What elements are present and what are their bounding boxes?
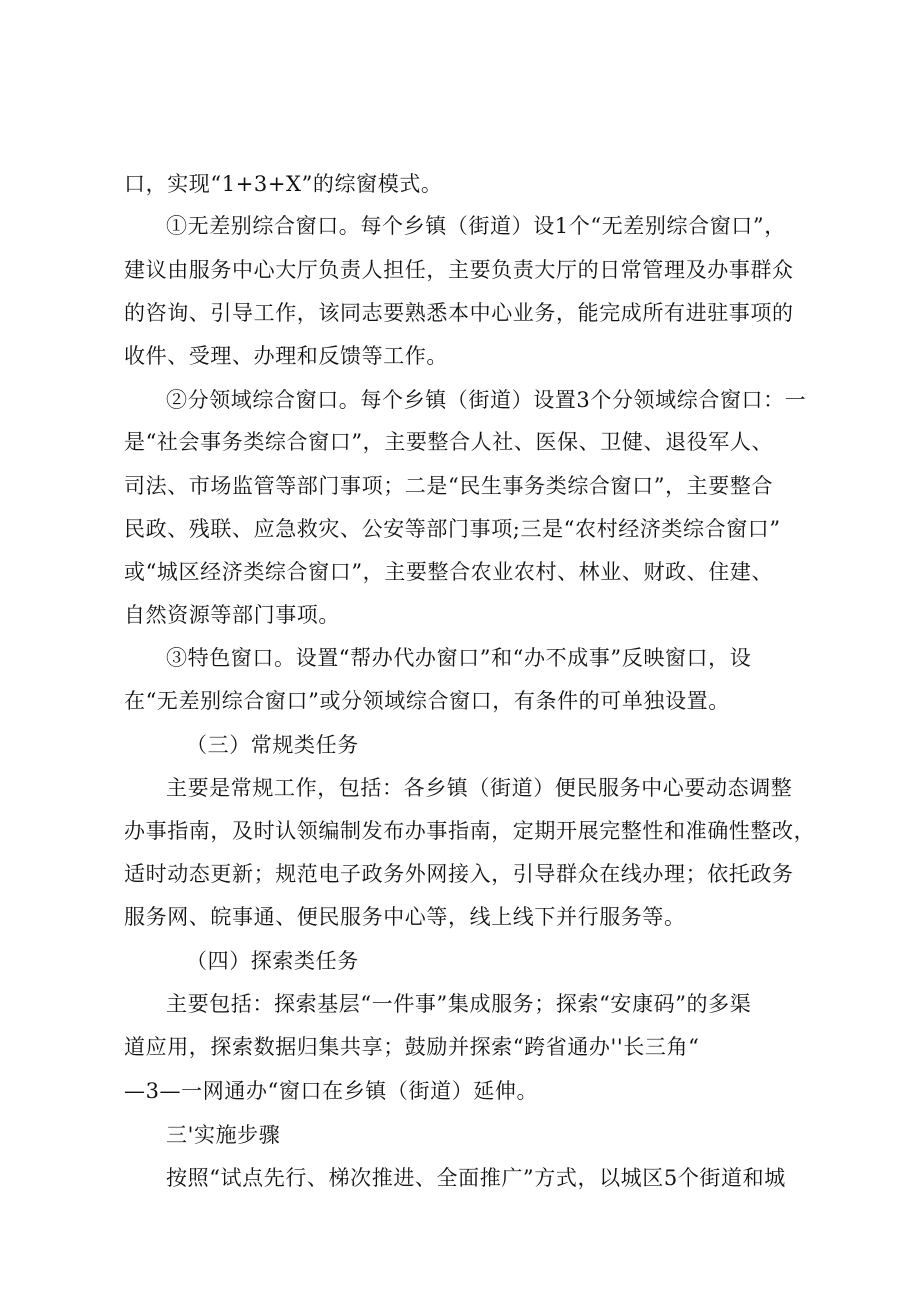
section-heading: （三）常规类任务 <box>186 733 359 757</box>
paragraph-line: 办事指南，及时认领编制发布办事指南，定期开展完整性和准确性整改， <box>124 819 816 843</box>
paragraph-line: 收件、受理、办理和反馈等工作。 <box>124 344 448 368</box>
paragraph-line: 民政、残联、应急救灾、公安等部门事项;三是“农村经济类综合窗口” <box>124 517 781 541</box>
paragraph-line: 主要是常规工作，包括：各乡镇（街道）便民服务中心要动态调整 <box>166 776 793 800</box>
paragraph-line: 服务网、皖事通、便民服务中心等，线上线下并行服务等。 <box>124 905 686 929</box>
paragraph-line: 的咨询、引导工作，该同志要熟悉本中心业务，能完成所有进驻事项的 <box>124 301 794 325</box>
section-heading: （四）探索类任务 <box>186 949 359 973</box>
paragraph-line: 在“无差别综合窗口”或分领域综合窗口，有条件的可单独设置。 <box>124 689 730 713</box>
paragraph-line: ②分领域综合窗口。每个乡镇（街道）设置3个分领域综合窗口：一 <box>166 388 807 412</box>
section-heading: 三'实施步骤 <box>166 1123 281 1147</box>
paragraph-line: 主要包括：探索基层“一件事”集成服务；探索“安康码”的多渠 <box>166 992 752 1016</box>
paragraph-line: 道应用，探索数据归集共享；鼓励并探索“跨省通办''长三角“ <box>124 1035 700 1059</box>
paragraph-line: 自然资源等部门事项。 <box>124 603 340 627</box>
paragraph-line: 是“社会事务类综合窗口”，主要整合人社、医保、卫健、退役军人、 <box>124 430 774 454</box>
paragraph-line: 建议由服务中心大厅负责人担任，主要负责大厅的日常管理及办事群众 <box>124 258 794 282</box>
paragraph-line: 司法、市场监管等部门事项；二是“民生事务类综合窗口”，主要整合 <box>124 474 774 498</box>
paragraph-line: ③特色窗口。设置“帮办代办窗口”和“办不成事”反映窗口，设 <box>166 646 752 670</box>
paragraph-line: —3—一网通办“窗口在乡镇（街道）延伸。 <box>124 1079 539 1103</box>
paragraph-line: ①无差别综合窗口。每个乡镇（街道）设1个“无差别综合窗口”， <box>166 214 786 238</box>
paragraph-line: 口，实现“1+3+X”的综窗模式。 <box>124 172 443 196</box>
paragraph-line: 或“城区经济类综合窗口”，主要整合农业农村、林业、财政、住建、 <box>124 560 774 584</box>
paragraph-line: 按照“试点先行、梯次推进、全面推广”方式，以城区5个街道和城 <box>166 1166 786 1190</box>
paragraph-line: 适时动态更新；规范电子政务外网接入，引导群众在线办理；依托政务 <box>124 862 794 886</box>
